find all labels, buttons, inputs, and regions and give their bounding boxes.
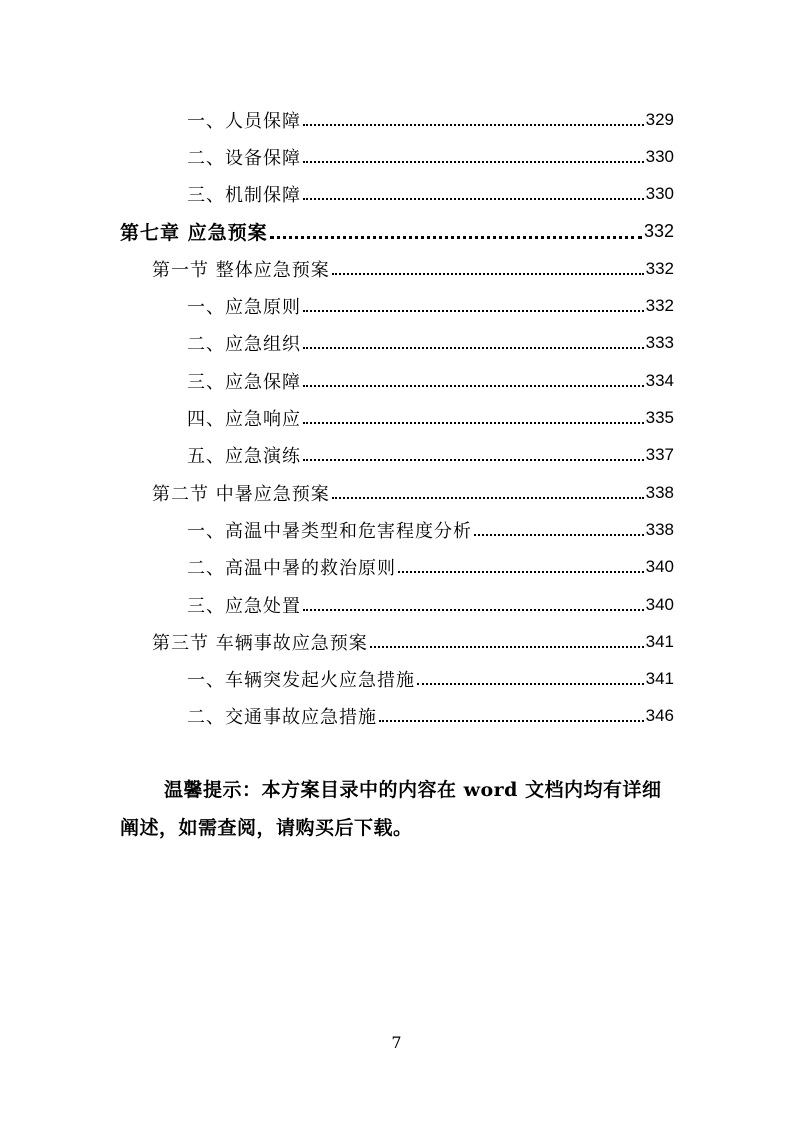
toc-dot-leader — [303, 446, 644, 464]
toc-entry-title: 四、应急响应 — [187, 409, 301, 431]
toc-dot-leader — [303, 185, 644, 203]
toc-entry[interactable] — [120, 474, 674, 511]
toc-entry-page-number: 329 — [645, 109, 674, 129]
toc-entry[interactable] — [120, 138, 674, 175]
toc-entry-title: 第三节 车辆事故应急预案 — [152, 632, 368, 654]
toc-entry-title: 五、应急演练 — [187, 446, 301, 468]
toc-entry-page-number: 346 — [645, 706, 674, 726]
toc-entry-page-number: 330 — [645, 146, 674, 166]
toc-entry[interactable] — [120, 698, 674, 735]
toc-entry-page-number: 340 — [645, 557, 674, 577]
toc-entry-title: 第一节 整体应急预案 — [152, 259, 330, 281]
toc-entry[interactable] — [120, 176, 674, 213]
toc-dot-leader — [303, 334, 644, 352]
toc-dot-leader — [474, 521, 644, 539]
toc-dot-leader — [417, 670, 644, 688]
toc-entry-title: 一、人员保障 — [187, 110, 301, 132]
toc-dot-leader — [303, 111, 644, 129]
toc-entry-title: 二、应急组织 — [187, 334, 301, 356]
toc-entry[interactable] — [120, 399, 674, 436]
toc-entry[interactable] — [120, 586, 674, 623]
toc-entry-title: 第二节 中暑应急预案 — [152, 483, 330, 505]
toc-entry[interactable] — [120, 511, 674, 548]
toc-dot-leader — [332, 260, 644, 278]
toc-entry-title: 一、高温中暑类型和危害程度分析 — [187, 520, 472, 542]
toc-entry[interactable] — [120, 250, 674, 287]
toc-dot-leader — [303, 409, 644, 427]
toc-entry-title: 二、高温中暑的救治原则 — [187, 558, 396, 580]
toc-entry-page-number: 332 — [643, 221, 674, 242]
toc-entry-title: 二、交通事故应急措施 — [187, 707, 377, 729]
toc-dot-leader — [379, 707, 644, 725]
toc-dot-leader — [332, 484, 644, 502]
toc-entry-page-number: 338 — [645, 482, 674, 502]
toc-entry[interactable] — [120, 287, 674, 324]
toc-entry-title: 三、应急保障 — [187, 371, 301, 393]
toc-entry-page-number: 338 — [645, 519, 674, 539]
toc-entry[interactable] — [120, 549, 674, 586]
toc-entry[interactable] — [120, 325, 674, 362]
toc-entry-page-number: 332 — [645, 258, 674, 278]
toc-entry-page-number: 341 — [645, 669, 674, 689]
toc-entry[interactable] — [120, 101, 674, 138]
toc-entry[interactable] — [120, 213, 674, 250]
toc-dot-leader — [303, 148, 644, 166]
table-of-contents — [120, 101, 674, 735]
toc-entry-page-number: 333 — [645, 333, 674, 353]
toc-entry-title: 三、机制保障 — [187, 185, 301, 207]
toc-entry-page-number: 334 — [645, 370, 674, 390]
toc-entry-page-number: 341 — [645, 631, 674, 651]
toc-entry-page-number: 330 — [645, 184, 674, 204]
toc-entry-title: 第七章 应急预案 — [120, 222, 268, 245]
toc-entry[interactable] — [120, 362, 674, 399]
toc-entry-page-number: 337 — [645, 445, 674, 465]
download-notice: 温馨提示：本方案目录中的内容在 word 文档内均有详细阐述，如需查阅，请购买后下载。 — [120, 779, 662, 839]
toc-entry-title: 三、应急处置 — [187, 595, 301, 617]
toc-dot-leader — [270, 223, 642, 241]
page-number: 7 — [391, 1033, 402, 1052]
toc-dot-leader — [370, 633, 644, 651]
toc-dot-leader — [303, 372, 644, 390]
toc-dot-leader — [303, 596, 644, 614]
toc-entry-title: 二、设备保障 — [187, 147, 301, 169]
toc-entry[interactable] — [120, 660, 674, 697]
toc-entry-page-number: 340 — [645, 594, 674, 614]
toc-entry-page-number: 335 — [645, 408, 674, 428]
toc-entry-title: 一、应急原则 — [187, 297, 301, 319]
toc-entry-page-number: 332 — [645, 296, 674, 316]
toc-entry[interactable] — [120, 437, 674, 474]
toc-dot-leader — [398, 558, 644, 576]
toc-entry[interactable] — [120, 623, 674, 660]
toc-entry-title: 一、车辆突发起火应急措施 — [187, 670, 415, 692]
toc-dot-leader — [303, 297, 644, 315]
